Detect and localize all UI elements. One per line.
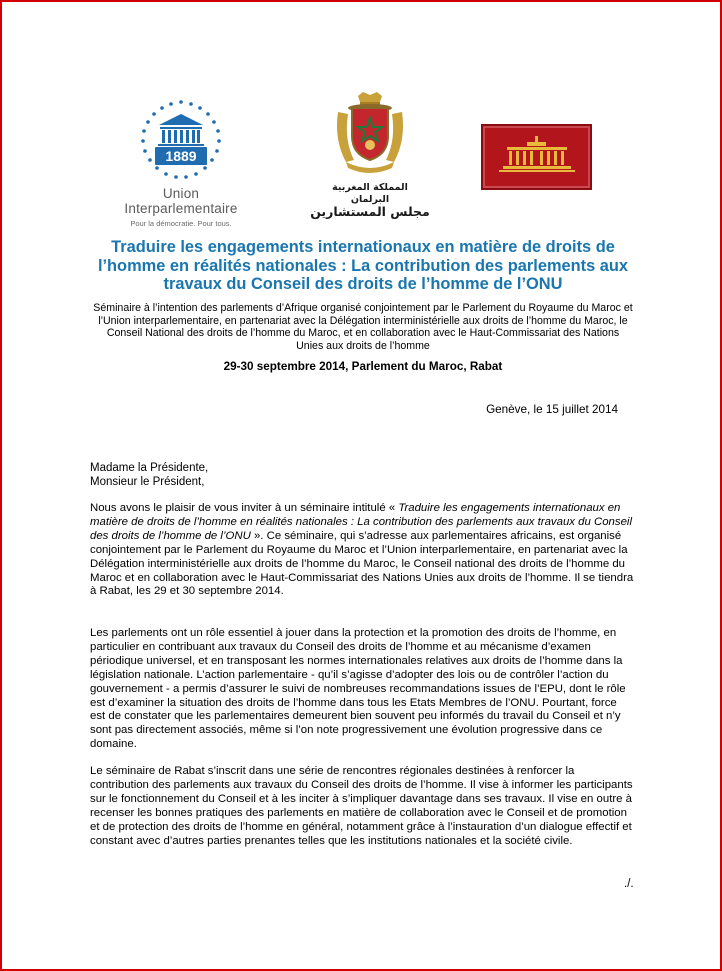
seminar-date-place: 29-30 septembre 2014, Parlement du Maroc, Rabat (223, 360, 503, 373)
letter-date: Genève, le 15 juillet 2014 (486, 403, 618, 416)
arabic-parliament-label: البرلمان (350, 194, 390, 205)
ipu-year: 1889 (165, 148, 197, 164)
ipu-tagline: Pour la démocratie. Pour tous. (130, 219, 232, 228)
ipu-name: Union Interparlementaire (124, 186, 238, 216)
coat-of-arms-icon (332, 90, 408, 176)
continuation-mark: ./. (624, 878, 634, 890)
salutation (90, 461, 208, 490)
moroccan-parliament-emblem (300, 90, 440, 220)
paragraph-invitation-end: ». Ce séminaire, qui s’adresse aux parlementaires africains, est organisé conjointement par le Parlement du Royaume du Maroc et l’Union interparlementaire, en partenariat avec la Délégation interministérielle aux droits de l’homme du Maroc, le Conseil national des droits de l’homme du Maroc et en collaboration avec le Haut-Commissariat des Nations Unies aux droits de l’homme. Il se tiendra à Rabat, les 29 et 30 septembre 2014. (90, 529, 634, 598)
paragraph-invitation-start: Nous avons le plaisir de vous inviter à un séminaire intitulé « (90, 502, 399, 514)
seminar-title-italic: Traduire les engagements internationaux en matière de droits de l’homme en réalités nationales : La contribution des parlements aux travaux du Conseil des droits de l’homme de l’ONU (90, 502, 632, 542)
paragraph-seminar-objectives: Le séminaire de Rabat s’inscrit dans une série de rencontres régionales destinées à renforcer la contribution des parlements aux travaux du Conseil des droits de l’homme. Il vise à informer les participants sur le fonctionnement du Conseil et à les inciter à s’impliquer davantage dans ses travaux. Il vise en outre à recenser les bonnes pratiques des parlements en matière de collaboration avec le Conseil et de promotion et de protection des droits de l’homme en général, notamment grâce à l’instauration d’un dialogue effectif et constant avec d’autres parties prenantes telles que les institutions nationales et la société civile. (90, 765, 633, 847)
arabic-chamber-label: مجلس المستشارين (310, 204, 430, 219)
arabic-kingdom-label: المملكة المغربية (332, 182, 408, 193)
document-title: Traduire les engagements internationaux en matière de droits de l’homme en réalités nationales : La contribution des parlements aux travaux du Conseil des droits de l’homme de l’ONU (97, 238, 629, 293)
ipu-logo (106, 94, 256, 228)
paragraph-role-of-parliaments: Les parlements ont un rôle essentiel à jouer dans la protection et la promotion des droits de l’homme, en particulier en contribuant aux travaux du Conseil des droits de l’homme et au mécanisme d’examen périodique universel, et en transposant les normes internationales relatives aux droits de l’homme dans la législation nationale. L’action parlementaire - qu’il s’agisse d’adopter des lois ou de contrôler l’action du gouvernement - a permis d’assurer le suivi de nombreuses recommandations issues de l’EPU, dont le rôle est d’examiner la situation des droits de l’homme dans tous les Etats Membres de l’ONU. Pourtant, force est de constater que les parlementaires demeurent bien souvent peu informés du travail du Conseil et n’y sont pas directement associés, même si l’on note progressivement une évolution progressive dans ce domaine. (90, 627, 626, 751)
seminar-intro: Séminaire à l’intention des parlements d’Afrique organisé conjointement par le Parlement du Royaume du Maroc et l’Union interparlementaire, en partenariat avec la Délégation interministérielle aux droits de l’homme du Maroc, le Conseil National des droits de l’homme du Maroc, et en collaboration avec le Haut-Commissariat des Nations Unies aux droits de l’homme (93, 302, 633, 352)
parliament-building-icon (483, 126, 590, 188)
parliament-building-logo (481, 124, 592, 190)
ipu-emblem-icon (133, 94, 229, 184)
paragraph-invitation (90, 502, 635, 599)
salutation-line-2: Monsieur le Président, (90, 476, 205, 489)
salutation-line-1: Madame la Présidente, (90, 462, 209, 474)
